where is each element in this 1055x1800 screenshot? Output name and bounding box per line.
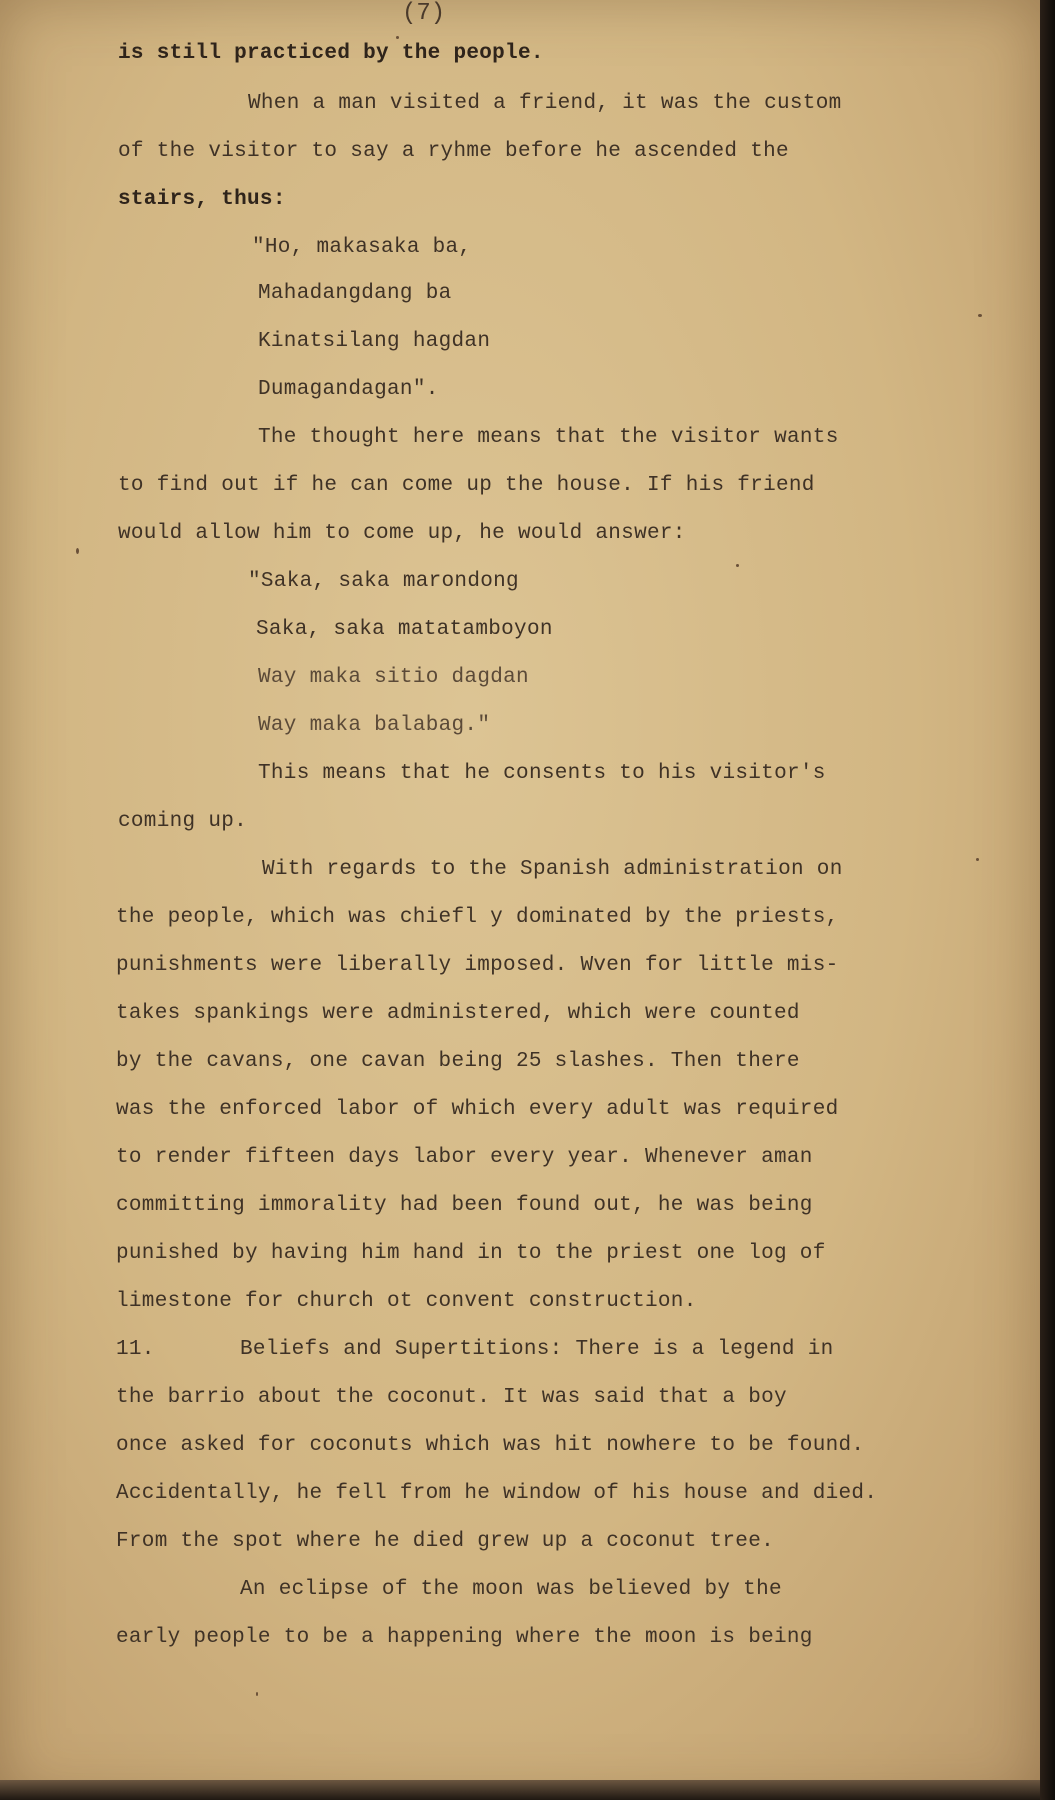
text-line: With regards to the Spanish administration on — [262, 858, 843, 881]
text-line: When a man visited a friend, it was the custom — [248, 92, 842, 115]
paper-speck — [396, 36, 399, 39]
text-line: The thought here means that the visitor wants — [258, 426, 839, 449]
text-line: stairs, thus: — [118, 188, 286, 211]
verse-line: Dumagandagan". — [258, 378, 439, 401]
text-line: This means that he consents to his visitor's — [258, 762, 826, 785]
text-line: once asked for coconuts which was hit nowhere to be found. — [116, 1434, 865, 1457]
text-line: limestone for church ot convent construction. — [116, 1290, 697, 1313]
text-line: An eclipse of the moon was believed by the — [240, 1578, 782, 1601]
text-line: takes spankings were administered, which were counted — [116, 1002, 800, 1025]
verse-line: Kinatsilang hagdan — [258, 330, 491, 353]
verse-line: Mahadangdang ba — [258, 282, 452, 305]
text-line: punishments were liberally imposed. Wven for little mis- — [116, 954, 839, 977]
text-line: was the enforced labor of which every adult was required — [116, 1098, 839, 1121]
section-number: 11. — [116, 1338, 155, 1361]
paper-speck — [976, 858, 979, 861]
section-heading-line: Beliefs and Supertitions: There is a legend in — [240, 1338, 834, 1361]
text-line: Accidentally, he fell from he window of his house and died. — [116, 1482, 878, 1505]
verse-line: Way maka balabag." — [258, 714, 491, 737]
text-line: the barrio about the coconut. It was said that a boy — [116, 1386, 787, 1409]
text-line: From the spot where he died grew up a coconut tree. — [116, 1530, 775, 1553]
paper-speck — [978, 314, 982, 317]
text-line: committing immorality had been found out, he was being — [116, 1194, 813, 1217]
text-line: the people, which was chiefl y dominated by the priests, — [116, 906, 839, 929]
scan-edge-bottom — [0, 1780, 1040, 1800]
scan-edge-right — [1040, 0, 1055, 1800]
text-line: coming up. — [118, 810, 248, 833]
text-line: to find out if he can come up the house. If his friend — [118, 474, 815, 497]
verse-line: "Saka, saka marondong — [248, 570, 519, 593]
text-line: would allow him to come up, he would answer: — [118, 522, 686, 545]
text-line: by the cavans, one cavan being 25 slashes. Then there — [116, 1050, 800, 1073]
page-number: (7) — [402, 0, 446, 27]
paper-speck — [256, 1692, 258, 1696]
verse-line: "Ho, makasaka ba, — [252, 236, 472, 259]
text-line: of the visitor to say a ryhme before he ascended the — [118, 140, 789, 163]
show-through-text — [130, 95, 1010, 1595]
verse-line: Saka, saka matatamboyon — [256, 618, 553, 641]
text-line: punished by having him hand in to the priest one log of — [116, 1242, 826, 1265]
paper-speck — [76, 548, 79, 554]
text-line: is still practiced by the people. — [118, 42, 544, 65]
verse-line: Way maka sitio dagdan — [258, 666, 529, 689]
text-line: to render fifteen days labor every year. Whenever aman — [116, 1146, 813, 1169]
paper-speck — [736, 564, 739, 567]
text-line: early people to be a happening where the moon is being — [116, 1626, 813, 1649]
